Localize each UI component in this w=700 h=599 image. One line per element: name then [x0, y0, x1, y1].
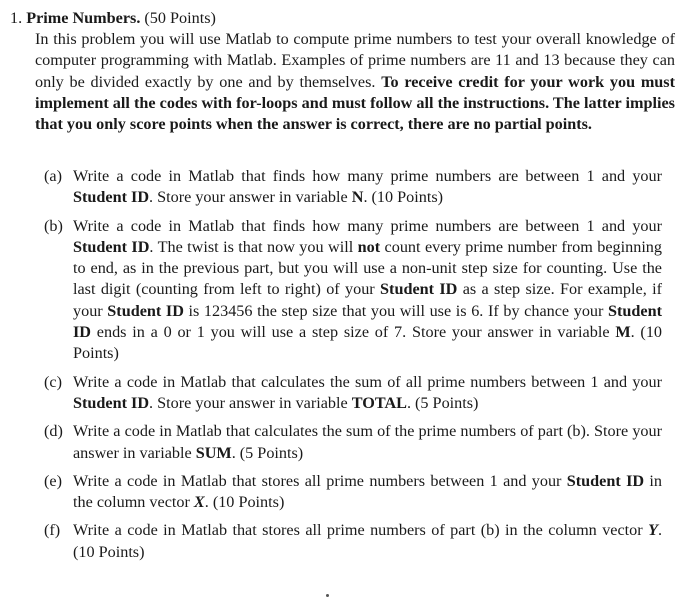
- part-bold: SUM: [195, 443, 232, 462]
- part-letter: (a): [44, 167, 62, 185]
- part-text: . (10 Points): [204, 493, 285, 512]
- part-bold: Student ID: [566, 471, 645, 490]
- part-letter: (f): [44, 521, 61, 540]
- problem-title: Prime Numbers.: [26, 9, 141, 27]
- part-text: as a step size. For example, if your: [73, 280, 662, 320]
- part-text: . (10 Points): [363, 188, 444, 207]
- part-d: [44, 421, 662, 464]
- part-text: count every prime number from beginning to end, as in the previous part, but you will use a non-unit step size for counting. Use the last digit (counting from left to right) of your: [73, 237, 662, 299]
- problem-intro: [35, 29, 675, 135]
- part-text: Write a code in Matlab that calculates the sum of the prime numbers of part (b). Store your answer in variable: [73, 422, 662, 462]
- part-b: [44, 216, 662, 365]
- part-text: is 123456 the step size that you will use is 6. If by chance your: [183, 301, 609, 320]
- part-bold: Student ID: [73, 188, 150, 207]
- parts-list: [44, 166, 662, 570]
- part-text: in the column vector: [73, 471, 662, 512]
- part-text: . (10 Points): [73, 323, 663, 363]
- part-text: . The twist is that now you will: [149, 237, 358, 256]
- part-bold: Student ID: [73, 393, 150, 412]
- part-bold: Student ID: [380, 280, 458, 299]
- part-text: ends in a 0 or 1 you will use a step size of 7. Store your answer in variable: [91, 323, 616, 342]
- part-text: . (10 Points): [73, 521, 662, 561]
- part-c: [44, 372, 662, 415]
- part-letter: (c): [44, 372, 62, 391]
- part-bold: not: [357, 237, 381, 256]
- part-text: Write a code in Matlab that stores all prime numbers of part (b) in the column vector: [73, 521, 649, 540]
- page-speck: [326, 594, 329, 597]
- part-e: [44, 471, 662, 514]
- part-bold: TOTAL: [351, 393, 407, 412]
- part-bold: Student ID: [107, 301, 184, 320]
- problem-1: [10, 8, 675, 135]
- part-text: . Store your answer in variable: [149, 188, 352, 207]
- part-bold: M: [615, 323, 631, 342]
- part-text: . (5 Points): [406, 393, 479, 412]
- part-bold: Student ID: [73, 301, 663, 342]
- part-letter: (b): [44, 216, 63, 235]
- part-text: . Store your answer in variable: [149, 393, 352, 412]
- problem-heading: [10, 8, 675, 29]
- part-text: Write a code in Matlab that finds how many prime numbers are between 1 and your: [73, 216, 662, 235]
- problem-points: (50 Points): [144, 9, 216, 27]
- part-text: Write a code in Matlab that finds how many prime numbers are between 1 and your: [73, 167, 662, 185]
- part-letter: (d): [44, 422, 63, 441]
- part-text: Write a code in Matlab that calculates the sum of all prime numbers between 1 and your: [73, 372, 662, 391]
- intro-text: In this problem you will use Matlab to compute prime numbers to test your overall knowledge of computer programming with Matlab. Examples of prime numbers are 11 and 13 because they can only be divided exactly by one and by themselves.: [35, 30, 675, 91]
- part-f: [44, 520, 662, 563]
- part-text: Write a code in Matlab that stores all prime numbers between 1 and your: [73, 471, 567, 490]
- part-a: [44, 166, 662, 209]
- problem-number: 1.: [10, 9, 23, 27]
- part-bold: Student ID: [73, 237, 150, 256]
- part-letter: (e): [44, 471, 62, 490]
- intro-instructions: To receive credit for your work you must implement all the codes with for-loops and must follow all the instructions. The latter implies that you only score points when the answer is correct, there are no partial points.: [35, 72, 675, 134]
- part-bold: N: [351, 188, 364, 207]
- part-bold: X: [193, 493, 205, 512]
- part-bold: Y: [648, 521, 658, 540]
- part-text: . (5 Points): [231, 443, 304, 462]
